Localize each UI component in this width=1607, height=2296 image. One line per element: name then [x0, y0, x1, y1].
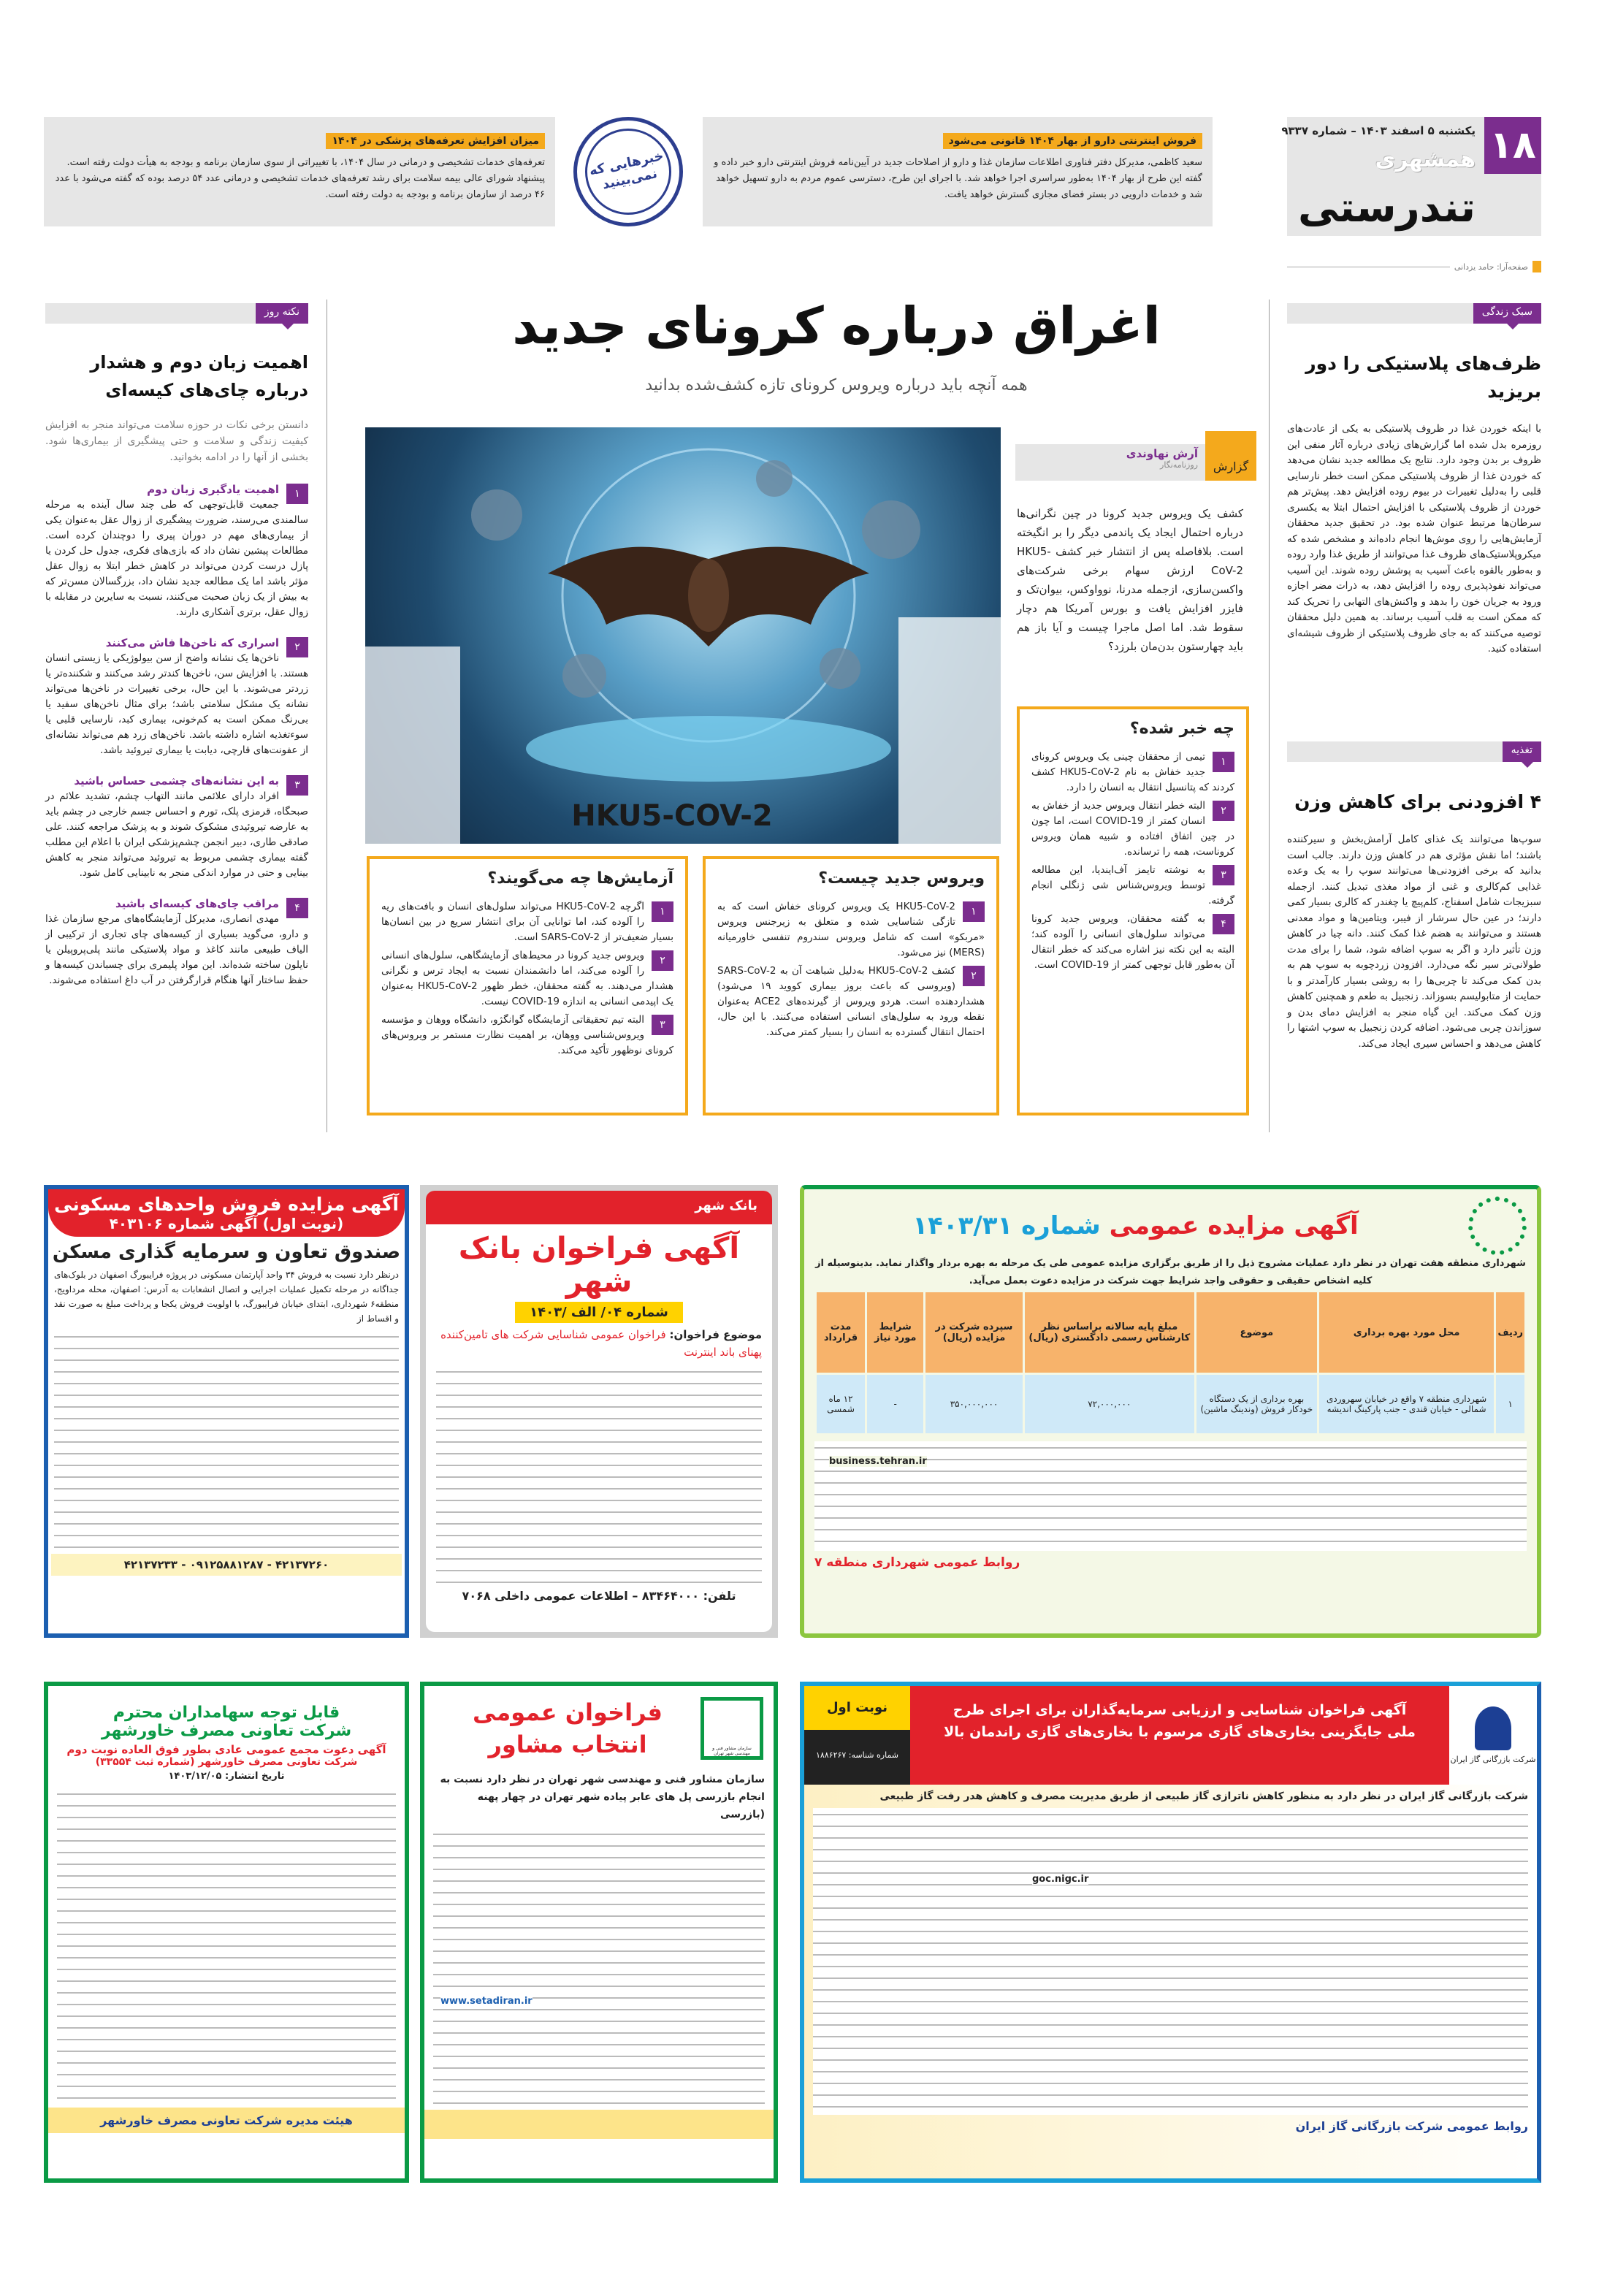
article-title: ۴ افزودنی برای کاهش وزن — [1294, 791, 1541, 812]
list-item: ۱ تیمی از محققان چینی یک ویروس کرونای جدید خفاش به نام HKU5-CoV-2 کشف کردند که پتانسیل انتقال به انسان را دارد. — [1031, 751, 1234, 793]
box-title: ویروس جدید چیست؟ — [818, 869, 985, 888]
news-brief-tariffs: میزان افزایش تعرفه‌های پزشکی در ۱۴۰۴ تعرفه‌های خدمات تشخیصی و درمانی در سال ۱۴۰۴، با تغییراتی از سوی سازمان برنامه و بودجه به هیأت دولت رفته است. پیشنهاد شورای عالی بیمه سلامت برای رشد تعرفه‌های خدمات تشخیصی و درمانی عدد ۵۴ درصد بوده که گفته می‌شود با عدد ۴۶ درصد از سازمان برنامه و بودجه به دولت رفته است. — [44, 117, 555, 226]
bat-virus-photo — [365, 427, 1001, 844]
table-cell: ۳۵۰,۰۰۰,۰۰۰ — [925, 1375, 1022, 1433]
page-header — [1281, 117, 1541, 236]
ad-gas-company: شرکت بازرگانی گاز ایران آگهی فراخوان شناسایی و ارزیابی سرمایه‌گذاران برای اجرای طرح ملی جایگزینی بخاری‌های گازی مرسوم با بخاری‌های گازی راندمان بالا نوبت اول شماره شناسه: ۱۸۸۶۲۶۷ شرکت بازرگانی گاز ایران در نظر دارد به منظور کاهش ناترازی گاز طبیعی از طریق مدیریت مصرف و کاهش هدر رفت گاز طبیعی goc.nigc.ir روابط عمومی شرکت بازرگانی گاز ایران — [800, 1682, 1541, 2183]
table-cell: موضوع — [1196, 1292, 1317, 1373]
box-title: چه خبر شده؟ — [1129, 720, 1234, 738]
tip-item: ۴ مراقب چای‌های کیسه‌ای باشید مهدی انصاری، مدیرکل آزمایشگاه‌های مرجع سازمان غذا و دارو، می‌گوید بسیاری از کیسه‌های چای تجاری از ترکیبی از الیاف طبیعی مانند کاغذ و مواد پلاستیکی مانند پلی‌پروپیلن یا نایلون ساخته شده‌اند. این مواد پلیمری برای چسباندن کیسه‌ها و حفظ ساختار آنها هنگام قرارگرفتن در آب داغ استفاده می‌شوند. — [45, 897, 308, 986]
ad-body-text — [433, 1828, 765, 2105]
newspaper-logo: همشهری — [1375, 147, 1476, 172]
tip-item: ۲ اسراری که ناخن‌ها فاش می‌کنند ناخن‌ها یک نشانه واضح از سن بیولوژیکی یا زیستی انسان هستند. با افزایش سن، ناخن‌ها کندتر رشد می‌کنند و شکننده‌تر یا زردتر می‌شوند. با این حال، برخی تغییرات در ناخن‌ها می‌تواند نشانه یک مشکل سلامتی باشد؛ برای مثال ناخن‌های سفید یا بی‌رنگ ممکن است به کم‌خونی، بیماری کبد، نارسایی قلبی یا سوءتغذیه اشاره داشته باشد. ناخن‌های زرد هم می‌تواند نشانه‌ای از عفونت‌های قارچی، دیابت یا بیماری تیروئید باشد. — [45, 636, 308, 756]
ad-municipality-auction: آگهی مزایده عمومی شماره ۱۴۰۳/۳۱ شهرداری منطقه هفت تهران در نظر دارد عملیات مشروح ذیل را از طریق برگزاری مزایده عمومی طی یک مرحله به بهره بردار واگذار نماید. بدینوسیله از کلیه اشخاص حقیقی و حقوقی واجد شرایط جهت شرکت در مزایده دعوت بعمل می‌آید. ردیف محل مورد بهره برداری موضوع مبلغ پایه سالانه براساس نظر کارشناس رسمی دادگستری (ریال) سپرده شرکت در مزایده (ریال) شرایط مورد نیاز مدت قرارداد ۱ شهرداری منطقه ۷ واقع در خیابان سهروردی شمالی - خیابان قندی - جنب پارکینگ اندیشه بهره برداری از یک دستگاه خودکار فروش (وندینگ ماشین) ۷۲,۰۰۰,۰۰۰ ۳۵۰,۰۰۰,۰۰۰ - ۱۲ ماه شمسی business.tehran.ir روابط عمومی شهرداری منطقه ۷ — [800, 1185, 1541, 1638]
table-cell: محل مورد بهره برداری — [1319, 1292, 1495, 1373]
article-weight-loss — [1287, 741, 1541, 1052]
report-intro: کشف یک ویروس جدید کرونا در چین نگرانی‌ها درباره احتمال ایجاد یک پاندمی دیگر را بر انگیخته است. بلافاصله پس از انتشار خبر کشف HKU5-CoV-2 ارزش سهام برخی شرکت‌های واکسن‌سازی، ازجمله مدرنا، نوواوکس، بیوان‌تک و فایزر افزایش یافت و بورس آمریکا هم دچار سقوط شد. اما اصل ماجرا چیست و آیا باز هم باید چهارستون بدن‌مان بلرزد؟ — [1017, 507, 1243, 653]
table-cell: مبلغ پایه سالانه براساس نظر کارشناس رسمی دادگستری (ریال) — [1025, 1292, 1194, 1373]
list-item: ۳ به نوشته تایمز آف‌ایندیا، این مطالعه توسط ویروس‌شناس شی ژنگلی انجام گرفته. — [1031, 864, 1234, 907]
table-cell: شهرداری منطقه ۷ واقع در خیابان سهروردی شمالی - خیابان قندی - جنب پارکینگ اندیشه — [1319, 1375, 1495, 1433]
ad-body-text — [813, 1808, 1528, 2115]
section-label: نکته روز — [256, 303, 308, 324]
section-title: تندرستی — [1297, 184, 1476, 232]
column-divider — [1269, 300, 1270, 1132]
designer-credit: صفحه‌آرا: حامد یزدانی — [1287, 259, 1541, 274]
section-label: تغذیه — [1503, 741, 1541, 762]
stamp-logo: خبرهایی که نمی‌بینید — [563, 107, 693, 237]
ad-body-text — [814, 1441, 1527, 1551]
main-headline: اغراق درباره کرونای جدید — [512, 296, 1161, 356]
box-tests — [367, 856, 688, 1115]
bat-virus-illustration — [365, 427, 1001, 844]
author-name: آرش نهاوندی — [1126, 447, 1198, 460]
news-brief-online-drugs: فروش اینترنتی دارو از بهار ۱۴۰۴ قانونی می‌شود سعید کاظمی، مدیرکل دفتر فناوری اطلاعات سازمان غذا و دارو از اصلاحات جدید در آیین‌نامه فروش اینترنتی دارو خبر داده و گفته این طرح از بهار ۱۴۰۴ به‌طور سراسری اجرا خواهد شد. با اجرای این طرح، دسترسی عموم مردم به دارو تسهیل خواهد شد و خدمات دارویی در بستر فضای مجازی گسترش خواهد یافت. — [703, 117, 1213, 226]
website-link[interactable]: www.setadiran.ir — [440, 1996, 533, 2007]
table-cell: ردیف — [1496, 1292, 1524, 1373]
article-tips — [45, 303, 308, 991]
table-cell: ۱ — [1496, 1375, 1524, 1433]
ad-phone: تلفن: ۸۳۴۶۴۰۰۰ – اطلاعات عمومی داخلی ۷۰۶۸ — [462, 1589, 736, 1603]
website-link[interactable]: business.tehran.ir — [829, 1456, 927, 1467]
ad-bank-shahr: بانک شهر آگهی فراخوان بانک شهر شماره ۰۴/ الف /۱۴۰۳ موضوع فراخوان: فراخوان عمومی شناسایی شرکت های تامین‌کننده پهنای باند اینترنت تلفن: ۸۳۴۶۴۰۰۰ – اطلاعات عمومی داخلی ۷۰۶۸ — [420, 1185, 778, 1638]
ad-cooperative-meeting: قابل توجه سهامداران محترم شرکت تعاونی مصرف خاورشهر آگهی دعوت مجمع عمومی عادی بطور فوق العاده نوبت دوم شرکت تعاونی مصرف خاورشهر (شماره ثبت ۳۳۵۵۴) تاریخ انتشار: ۱۴۰۳/۱۲/۰۵ هیئت مدیره شرکت تعاونی مصرف خاورشهر — [44, 1682, 409, 2183]
issue-date: یکشنبه ۵ اسفند ۱۴۰۳ – شماره ۹۳۳۷ — [1281, 124, 1476, 137]
list-item: ۳ البته تیم تحقیقاتی آزمایشگاه گوانگژو، دانشگاه ووهان و مؤسسه ویروس‌شناسی ووهان، بر اهمیت نظارت مستمر بر ویروس‌های کرونای نوظهور تأکید می‌کند. — [381, 1014, 673, 1056]
box-title: آزمایش‌ها چه می‌گویند؟ — [487, 869, 673, 888]
article-body: سوپ‌ها می‌توانند یک غذای کامل آرامش‌بخش و سیرکننده باشند؛ اما نقش مؤثری هم در کاهش وزن دارند. جالب است بدانید که برخی افزودنی‌ها می‌توانند سوپ را به یک وعده غذایی کم‌کالری و غنی از مواد مغذی تبدیل کنند. ازجمله سبزیجات شامل اسفناج، کلم‌پیچ یا چغندر که کالری بسیار کمی دارند؛ در عین حال سرشار از فیبر، ویتامین‌ها و مواد معدنی هستند و می‌توانند به هضم غذا کمک کنند. دانه چیا در کاهش وزن تأثیر دارد و اگر به سوپ اضافه شود، شما را برای مدت طولانی‌تر سیر نگه می‌دارد. افزودن زردچوبه به سوپ هم به بدن کمک می‌کند تا چربی‌ها را به روشی بسیار کارآمدتر و با حمایت از متابولیسم بسوزاند. زنجبیل به طعم و همچنین کاهش وزن کمک می‌کند. این گیاه منجر به افزایش دمای بدن و سوزاندن چربی می‌شود. اضافه کردن زنجبیل به سوپ اشتها را کاهش می‌دهد و احساس سیری ایجاد می‌کند. — [1287, 834, 1541, 1050]
ad-housing-auction: آگهی مزایده فروش واحدهای مسکونی (نوبت اول) آگهی شماره ۴۰۳۱۰۶ صندوق تعاون و سرمایه گذاری مسکن درنظر دارد نسبت به فروش ۳۴ واحد آپارتمان مسکونی در پروژه فرایبورگ اصفهان در بلوک‌های جداگانه در مرحله تکمیل عملیات اجرایی و اتصال انشعابات به آدرس: اصفهان، محله مرداویج، منطقه۶ شهرداری، ابتدای خیابان فرایبورگ، با اولویت فروش یکجا و پرداخت مبلغ به صورت نقد و اقساط از ۴۲۱۳۷۲۶۰ - ۰۹۱۲۵۸۸۱۲۸۷ - ۴۲۱۳۷۲۳۳ — [44, 1185, 409, 1638]
ad-footer: روابط عمومی شهرداری منطقه ۷ — [814, 1555, 1020, 1570]
table-cell: شرایط مورد نیاز — [867, 1292, 923, 1373]
list-item: ۲ البته خطر انتقال ویروس جدید از خفاش به انسان کمتر از COVID-19 است، اما چون در چین اتفاق افتاده و شبیه همان ویروس کروناست، همه را ترسانده. — [1031, 800, 1234, 858]
list-item: ۴ به گفته محققان، ویروس جدید کرونا می‌تواند سلول‌های انسانی را آلوده کند؛ البته به این نکته نیز اشاره می‌کند که خطر انتقال آن به‌طور قابل توجهی کمتر از COVID-19 است. — [1031, 913, 1234, 971]
list-item: ۲ ویروس جدید کرونا در محیط‌های آزمایشگاهی، سلول‌های انسانی را آلوده می‌کند، اما دانشمندان نسبت به ایجاد ترس و نگرانی هشدار می‌دهند. به گفته محققان، خطر ظهور HKU5-CoV-2 به‌عنوان یک اپیدمی انسانی به اندازه COVID-19 نیست. — [381, 950, 673, 1007]
ad-body-text — [54, 1330, 399, 1549]
list-item: ۲ کشف HKU5-CoV-2 به‌دلیل شباهت آن به SARS-CoV-2 (ویروسی که باعث بروز بیماری کووید ۱۹ می‌شود) هشداردهنده است. هردو ویروس از گیرنده‌های ACE2 به‌عنوان نقطه ورود به سلول‌های انسانی استفاده می‌کنند. با این حال، احتمال انتقال گسترده به انسان را بسیار کمتر می‌کند. — [717, 965, 985, 1038]
article-lead: دانستن برخی نکات در حوزه سلامت می‌تواند منجر به افزایش کیفیت زندگی و سلامت و حتی پیشگیری از بیماری‌ها شود. بخشی از آنها را در ادامه بخوانید. — [45, 419, 308, 463]
gas-company-logo: شرکت بازرگانی گاز ایران — [1449, 1686, 1537, 1785]
auction-table — [814, 1290, 1527, 1435]
table-cell: ۱۲ ماه شمسی — [817, 1375, 865, 1433]
bank-logo: بانک شهر — [426, 1191, 772, 1224]
author-role: روزنامه‌نگار — [1160, 460, 1198, 470]
section-label: سبک زندگی — [1473, 303, 1541, 324]
table-row — [817, 1375, 1524, 1433]
ad-body-text — [57, 1788, 396, 2102]
marker-icon — [1532, 261, 1541, 272]
list-item: ۱ HKU5-CoV-2 یک ویروس کرونای خفاش است که به تازگی شناسایی شده و متعلق به زیرجنس ویروس «مربکو» است که شامل ویروس سندروم تنفسی خاورمیانه (MERS) نیز می‌شود. — [717, 901, 985, 958]
ad-phones: ۴۲۱۳۷۲۶۰ - ۰۹۱۲۵۸۸۱۲۸۷ - ۴۲۱۳۷۲۳۳ — [51, 1554, 402, 1576]
tip-item: ۱ اهمیت یادگیری زبان دوم جمعیت قابل‌توجهی که طی چند سال آینده به مرحله سالمندی می‌رسند، ضرورت پیشگیری از زوال عقل به‌عنوان یکی از بیماری‌های مهم در دوران پیری را دوچندان کرده است. مطالعات پیشین نشان داد که بازی‌های فکری، جدول حل کردن یا پازل درست کردن می‌تواند در کاهش خطر ابتلا به زوال عقل مؤثر باشد اما یک مطالعه جدید نشان داد، بزرگسالان مسن‌تر که به بیش از یک زبان صحبت می‌کنند، نسبت به سایرین در مقابله با زوال عقل، برتری آشکاری دارند. — [45, 483, 308, 618]
tip-item: ۳ به این نشانه‌های چشمی حساس باشید افراد دارای علائمی مانند التهاب چشم، تشدید علائم در صبحگاه، قرمزی پلک، تورم و احساس جسم خارجی در چشم باید به عارضه تیروئیدی مشکوک شوند و به پزشک مراجعه کنند. علی صادقی طاری، دبیر انجمن چشم‌پزشکی ایران با اعلام این مطلب گفته بیماری چشمی مربوط به تیروئید می‌تواند منجر به کاهش بینایی و حتی در موارد اندکی منجر به نابینایی کامل شود. — [45, 774, 308, 879]
ad-body-text — [436, 1365, 762, 1584]
ad-consultant-selection: سازمان مشاور فنی و مهندسی شهر تهران فراخوان عمومی انتخاب مشاور سازمان مشاور فنی و مهندسی شهر تهران در نظر دارد نسبت به انجام بازرسی پل های عابر پیاده شهر تهران در چهار پهنه (بازرسی www.setadiran.ir — [420, 1682, 778, 2183]
box-new-virus — [703, 856, 999, 1115]
ad-intro: شهرداری منطقه هفت تهران در نظر دارد عملیات مشروح ذیل را از طریق برگزاری مزایده عمومی طی یک مرحله به بهره بردار واگذار نماید. بدینوسیله از کلیه اشخاص حقیقی و حقوقی واجد شرایط جهت شرکت در مزایده دعوت بعمل می‌آید. — [815, 1258, 1526, 1286]
list-item: ۱ اگرچه HKU5-CoV-2 می‌تواند سلول‌های انسان و بافت‌های ریه را آلوده کند، اما توانایی آن برای انتشار سریع در بین انسان‌ها بسیار ضعیف‌تر از SARS-CoV-2 است. — [381, 901, 673, 943]
box-what-happened — [1017, 706, 1249, 1115]
article-plastic-containers — [1287, 303, 1541, 657]
article-title: ظرف‌های پلاستیکی را دور بریزید — [1305, 353, 1541, 402]
ad-footer: روابط عمومی شرکت بازرگانی گاز ایران — [1295, 2119, 1528, 2133]
table-cell: - — [867, 1375, 923, 1433]
tehran-municipality-logo — [1468, 1197, 1527, 1255]
table-cell: بهره برداری از یک دستگاه خودکار فروش (وندینگ ماشین) — [1196, 1375, 1317, 1433]
consultant-org-logo: سازمان مشاور فنی و مهندسی شهر تهران — [701, 1697, 763, 1760]
website-link[interactable]: goc.nigc.ir — [1032, 1874, 1089, 1885]
table-cell: سپرده شرکت در مزایده (ریال) — [925, 1292, 1022, 1373]
table-cell: ۷۲,۰۰۰,۰۰۰ — [1025, 1375, 1194, 1433]
main-subheadline: همه آنچه باید درباره ویروس کرونای تازه کشف‌شده بدانید — [645, 376, 1028, 394]
article-title: اهمیت زبان دوم و هشدار درباره چای‌های کیسه‌ای — [90, 352, 308, 400]
article-body: با اینکه خوردن غذا در ظروف پلاستیکی به یکی از عادت‌های روزمره بدل شده اما گزارش‌های زیادی درباره آثار منفی این ظروف بر بدن وجود دارد. نتایج یک مطالعه جدید نشان می‌دهد که خوردن غذا از ظروف پلاستیکی ممکن است خطر نارسایی قلبی را به‌دلیل تغییرات در بیوم روده افزایش دهد. پیش‌تر هم خوردن از ظروف پلاستیکی با افزایش احتمال ابتلا به یکسری سرطان‌ها مرتبط عنوان شده بود. در تحقیق جدید محققان آزمایش‌هایی را روی موش‌ها انجام داده‌اند و مشخص شده که میکروپلاستیک‌های ظروف غذا می‌توانند از طریق غذا وارد روده و به‌طور بالقوه باعث آسیب به پوشش روده شوند. این آسیب می‌تواند نفوذپذیری روده را افزایش دهد، به ذرات مضر اجازه ورود به جریان خون را بدهد و واکنش‌های التهابی را تحریک کند که ممکن است به قلب آسیب برساند. به همین دلیل محققان توصیه می‌کنند که به جای ظروف پلاستیکی از ظروف شیشه‌ای استفاده کنید. — [1287, 423, 1541, 655]
report-tag: گزارش — [1205, 431, 1256, 481]
byline — [1015, 431, 1256, 482]
photo-label: HKU5-COV-2 — [571, 799, 773, 833]
page-number: ۱۸ — [1484, 117, 1541, 174]
table-cell: مدت قرارداد — [817, 1292, 865, 1373]
ad-footer: هیئت مدیره شرکت تعاونی مصرف خاورشهر — [48, 2108, 405, 2133]
